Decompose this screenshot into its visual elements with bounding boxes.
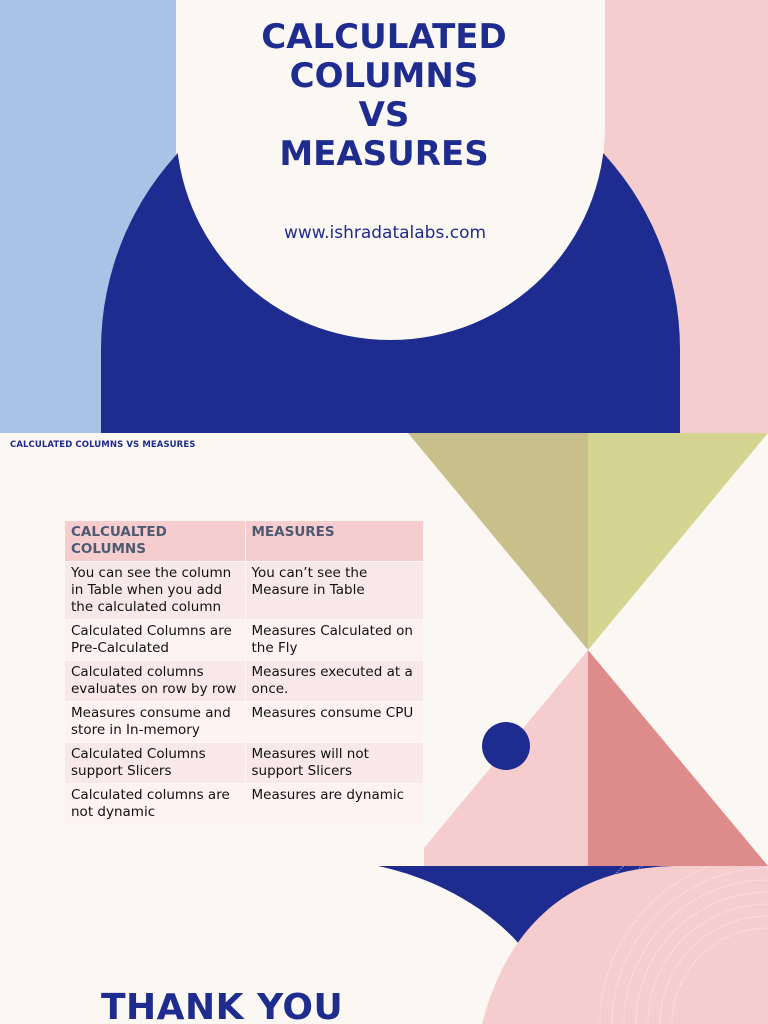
comparison-slide (0, 433, 768, 866)
column-header-calculated-columns: CALCUALTED COLUMNS (65, 521, 245, 562)
title-slide (0, 0, 768, 433)
title-line: CALCULATED (261, 17, 507, 57)
table-cell: Calculated Columns support Slicers (65, 743, 245, 784)
title-line: COLUMNS (289, 56, 479, 96)
table-cell: Measures executed at a once. (245, 661, 424, 702)
table-header-row (65, 521, 424, 562)
table-cell: Calculated columns evaluates on row by row (65, 661, 245, 702)
table-row (65, 562, 424, 620)
table-row (65, 661, 424, 702)
salmon-triangle (588, 650, 768, 866)
comparison-table (65, 521, 424, 825)
slide-header-label: CALCULATED COLUMNS VS MEASURES (10, 440, 196, 450)
title-line: MEASURES (279, 134, 489, 174)
table-cell: Calculated Columns are Pre-Calculated (65, 620, 245, 661)
table-cell: Measures consume and store in In-memory (65, 702, 245, 743)
table-cell: Calculated columns are not dynamic (65, 784, 245, 825)
title-line: VS (358, 95, 410, 135)
slide-title (176, 18, 592, 174)
table-cell: Measures Calculated on the Fly (245, 620, 424, 661)
olive-triangle (408, 433, 588, 650)
table-cell: Measures are dynamic (245, 784, 424, 825)
table-cell: Measures consume CPU (245, 702, 424, 743)
column-header-measures: MEASURES (245, 521, 424, 562)
thank-you-slide (0, 866, 768, 1024)
thank-you-text: THANK YOU (101, 987, 344, 1024)
table-cell: Measures will not support Slicers (245, 743, 424, 784)
lime-triangle (588, 433, 768, 650)
table-row (65, 743, 424, 784)
table-row (65, 620, 424, 661)
website-url: www.ishradatalabs.com (283, 223, 487, 243)
table-row (65, 702, 424, 743)
table-cell: You can see the column in Table when you add the calculated column (65, 562, 245, 620)
table-cell: You can’t see the Measure in Table (245, 562, 424, 620)
navy-dot (482, 722, 530, 770)
table-row (65, 784, 424, 825)
